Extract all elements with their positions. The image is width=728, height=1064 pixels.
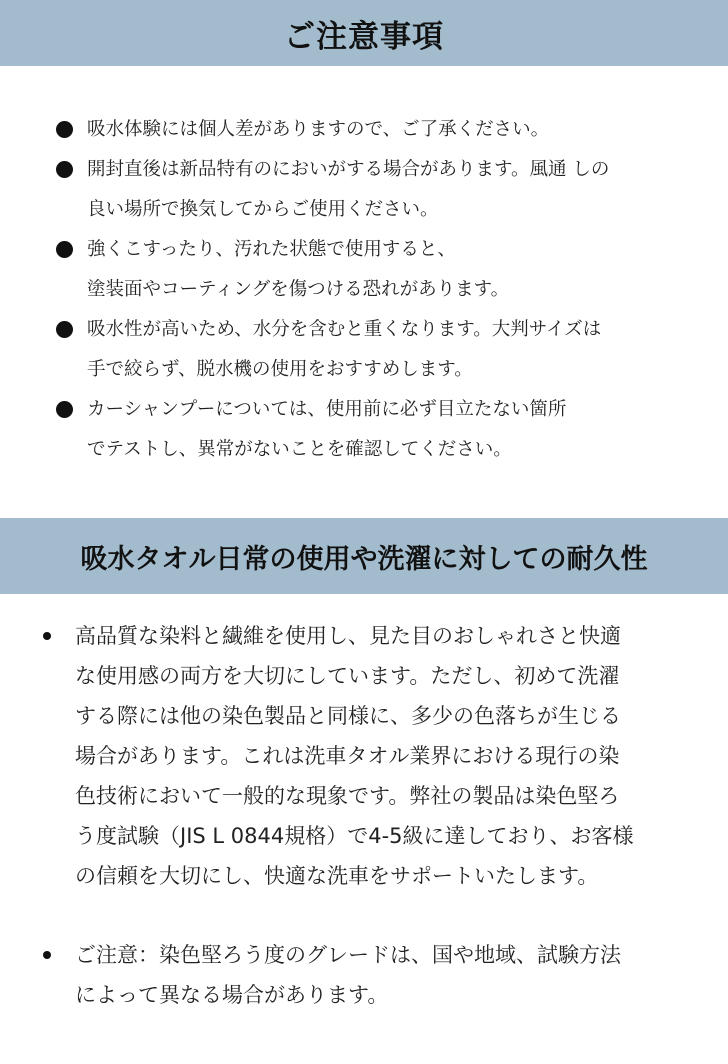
list-item-text: の信頼を大切にし、快適な洗車をサポートいたします。: [75, 864, 599, 888]
list-item: [0, 150, 728, 230]
durability-header: [0, 518, 728, 594]
bullet-icon: [56, 121, 73, 138]
list-item-text: によって異なる場合があります。: [75, 983, 389, 1007]
bullet-icon: [43, 632, 51, 640]
list-item-text: 吸水性が高いため、水分を含むと重くなります。大判サイズは: [87, 319, 602, 340]
list-item-text: 場合があります。これは洗車タオル業界における現行の染: [75, 744, 620, 768]
durability-title: 吸水タオル日常の使用や洗濯に対しての耐久性: [80, 543, 648, 575]
list-item-text: 塗装面やコーティングを傷つける恐れがあります。: [87, 279, 510, 300]
list-item: [0, 110, 728, 150]
list-item-text: 色技術において一般的な現象です。弊社の製品は染色堅ろ: [75, 784, 620, 808]
bullet-icon: [56, 161, 73, 178]
list-item-text: ご注意：染色堅ろう度のグレードは、国や地域、試験方法: [75, 943, 621, 967]
list-item-text: する際には他の染色製品と同様に、多少の色落ちが生じる: [75, 704, 621, 728]
list-item-text: う度試験（JIS L 0844規格）で4-5級に達しており、お客様: [75, 824, 634, 848]
durability-list: [0, 616, 728, 1015]
list-item-text: 高品質な染料と繊維を使用し、見た目のおしゃれさと快適: [75, 624, 621, 648]
list-item: [0, 390, 728, 470]
bullet-icon: [56, 401, 73, 418]
list-item-text: 手で絞らず、脱水機の使用をおすすめします。: [87, 359, 473, 380]
list-item-text: な使用感の両方を大切にしています。ただし、初めて洗濯: [75, 664, 620, 688]
list-item-text: 吸水体験には個人差がありますので、ご了承ください。: [87, 119, 550, 140]
precautions-list: [0, 110, 728, 470]
precautions-title: ご注意事項: [284, 18, 444, 55]
list-item-text: 開封直後は新品特有のにおいがする場合があります。風通 しの: [87, 159, 610, 180]
bullet-icon: [43, 951, 51, 959]
list-item: [0, 310, 728, 390]
bullet-icon: [56, 241, 73, 258]
bullet-icon: [56, 321, 73, 338]
list-item-text: でテストし、異常がないことを確認してください。: [87, 439, 512, 460]
list-item: [0, 616, 728, 896]
list-item-text: 良い場所で換気してからご使用ください。: [87, 199, 439, 220]
list-item: [0, 935, 728, 1015]
precautions-header: [0, 0, 728, 66]
list-item-text: 強くこすったり、汚れた状態で使用すると、: [87, 239, 456, 260]
list-item: [0, 230, 728, 310]
list-item-text: カーシャンプーについては、使用前に必ず目立たない箇所: [87, 399, 567, 420]
